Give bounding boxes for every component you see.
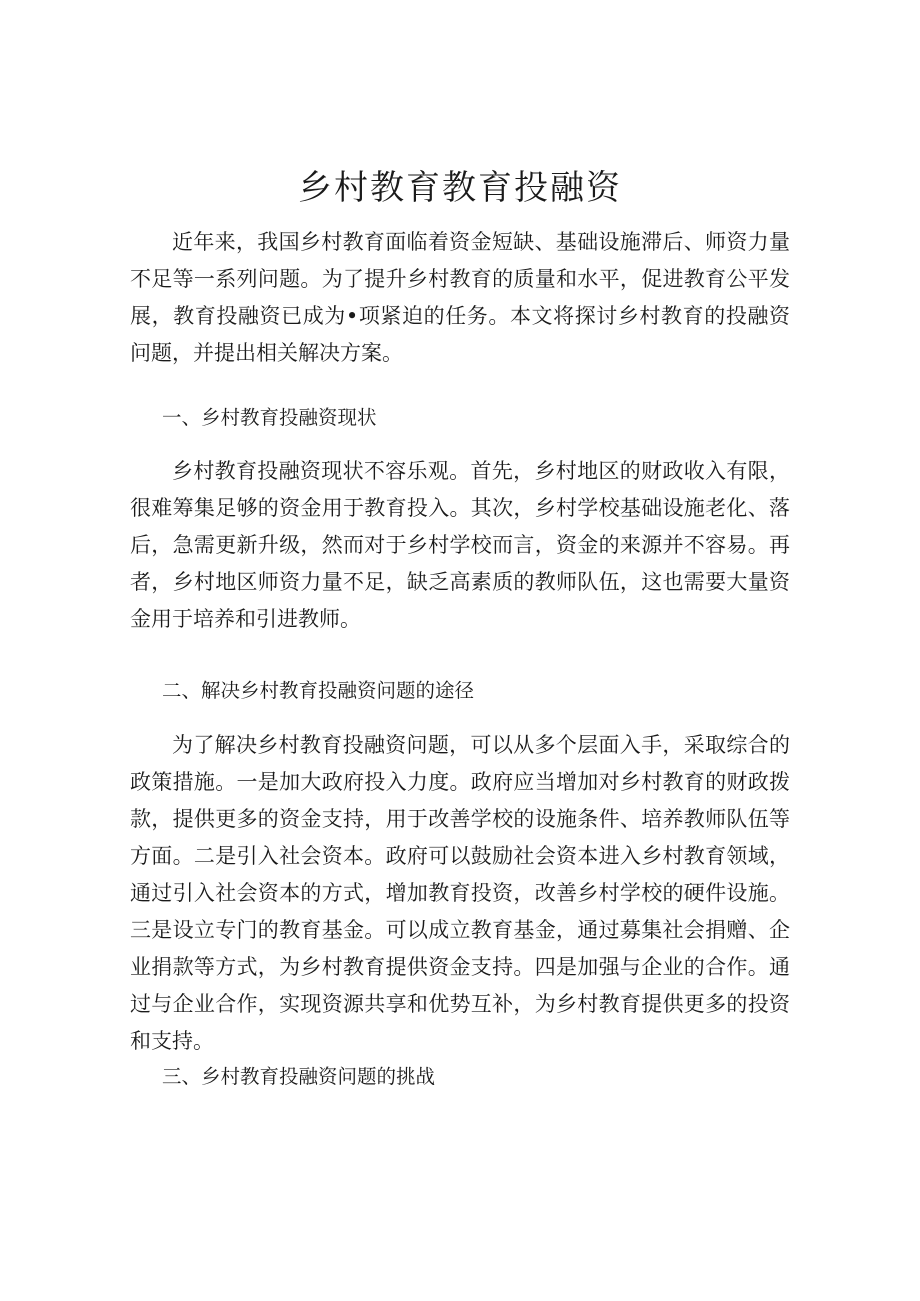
intro-paragraph: 近年来，我国乡村教育面临着资金短缺、基础设施滞后、师资力量不足等一系列问题。为了提升乡村教育的质量和水平，促进教育公平发展，教育投融资已成为•项紧迫的任务。本文将探讨乡村教育的投融资问题，并提出相关解决方案。 [130, 230, 790, 365]
document-title: 乡村教育教育投融资 [298, 168, 622, 208]
section-paragraph-2: 为了解决乡村教育投融资问题，可以从多个层面入手，采取综合的政策措施。一是加大政府投入力度。政府应当增加对乡村教育的财政拨款，提供更多的资金支持，用于改善学校的设施条件、培养教师队伍等方面。二是引入社会资本。政府可以鼓励社会资本进入乡村教育领域，通过引入社会资本的方式，增加教育投资，改善乡村学校的硬件设施。三是设立专门的教育基金。可以成立教育基金，通过募集社会捐赠、企业捐款等方式，为乡村教育提供资金支持。四是加强与企业的合作。通过与企业合作，实现资源共享和优势互补，为乡村教育提供更多的投资和支持。 [130, 733, 790, 1053]
section-heading-3: 三、乡村教育投融资问题的挑战 [162, 1065, 436, 1088]
section-heading-1: 一、乡村教育投融资现状 [162, 406, 377, 429]
section-heading-2: 二、解决乡村教育投融资问题的途径 [162, 679, 475, 702]
section-paragraph-1: 乡村教育投融资现状不容乐观。首先，乡村地区的财政收入有限，很难筹集足够的资金用于教育投入。其次，乡村学校基础设施老化、落后，急需更新升级，然而对于乡村学校而言，资金的来源并不容易。再者，乡村地区师资力量不足，缺乏高素质的教师队伍，这也需要大量资金用于培养和引进教师。 [130, 459, 790, 631]
